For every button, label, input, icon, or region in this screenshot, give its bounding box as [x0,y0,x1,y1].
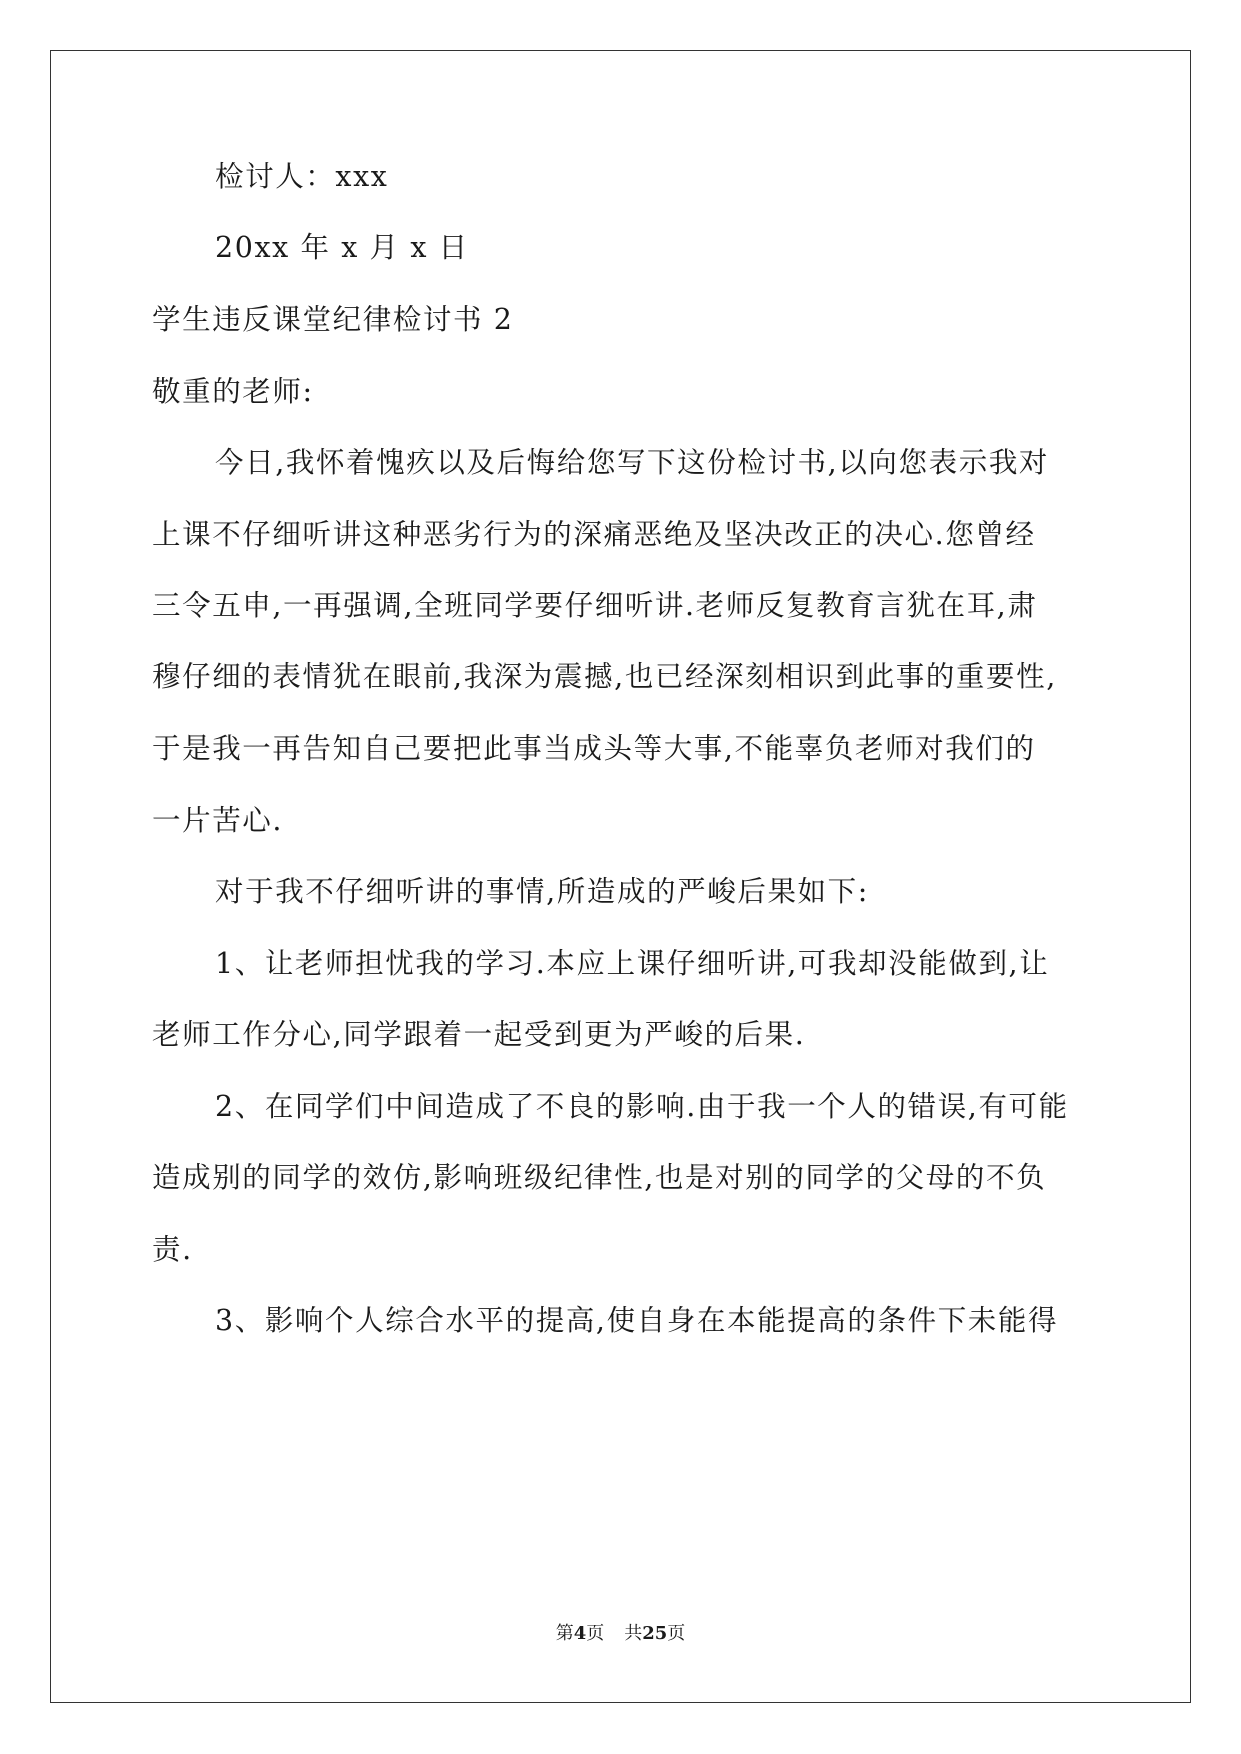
salutation: 敬重的老师: [152,375,314,408]
list-item-line: 1、让老师担忧我的学习.本应上课仔细听讲,可我却没能做到,让 [215,947,1050,980]
footer-total-pages: 25 [642,1623,668,1644]
paragraph-line: 穆仔细的表情犹在眼前,我深为震撼,也已经深刻相识到此事的重要性, [152,660,1057,693]
list-item-line: 老师工作分心,同学跟着一起受到更为严峻的后果. [152,1018,806,1051]
footer-total-prefix: 共 [624,1623,643,1644]
footer-page-suffix: 页 [586,1623,605,1644]
date-line: 20xx 年 x 月 x 日 [215,231,469,264]
paragraph-line: 今日,我怀着愧疚以及后悔给您写下这份检讨书,以向您表示我对 [215,446,1050,479]
paragraph-line: 于是我一再告知自己要把此事当成头等大事,不能辜负老师对我们的 [152,732,1036,765]
list-item-line: 造成别的同学的效仿,影响班级纪律性,也是对别的同学的父母的不负 [152,1161,1047,1194]
list-item-line: 责. [152,1233,193,1266]
list-item-line: 3、影响个人综合水平的提高,使自身在本能提高的条件下未能得 [215,1304,1059,1337]
paragraph-line: 一片苦心. [152,804,284,837]
footer-total-suffix: 页 [667,1623,686,1644]
footer-page-prefix: 第 [555,1623,574,1644]
paragraph-line: 三令五申,一再强调,全班同学要仔细听讲.老师反复教育言犹在耳,肃 [152,589,1038,622]
signature-line: 检讨人：xxx [215,160,389,193]
footer-page-number: 4 [573,1623,587,1644]
page-footer [0,1622,1241,1646]
list-item-line: 2、在同学们中间造成了不良的影响.由于我一个人的错误,有可能 [215,1090,1069,1123]
section-title: 学生违反课堂纪律检讨书 2 [152,303,514,336]
paragraph-line: 上课不仔细听讲这种恶劣行为的深痛恶绝及坚决改正的决心.您曾经 [152,518,1036,551]
paragraph-line: 对于我不仔细听讲的事情,所造成的严峻后果如下: [215,875,869,908]
